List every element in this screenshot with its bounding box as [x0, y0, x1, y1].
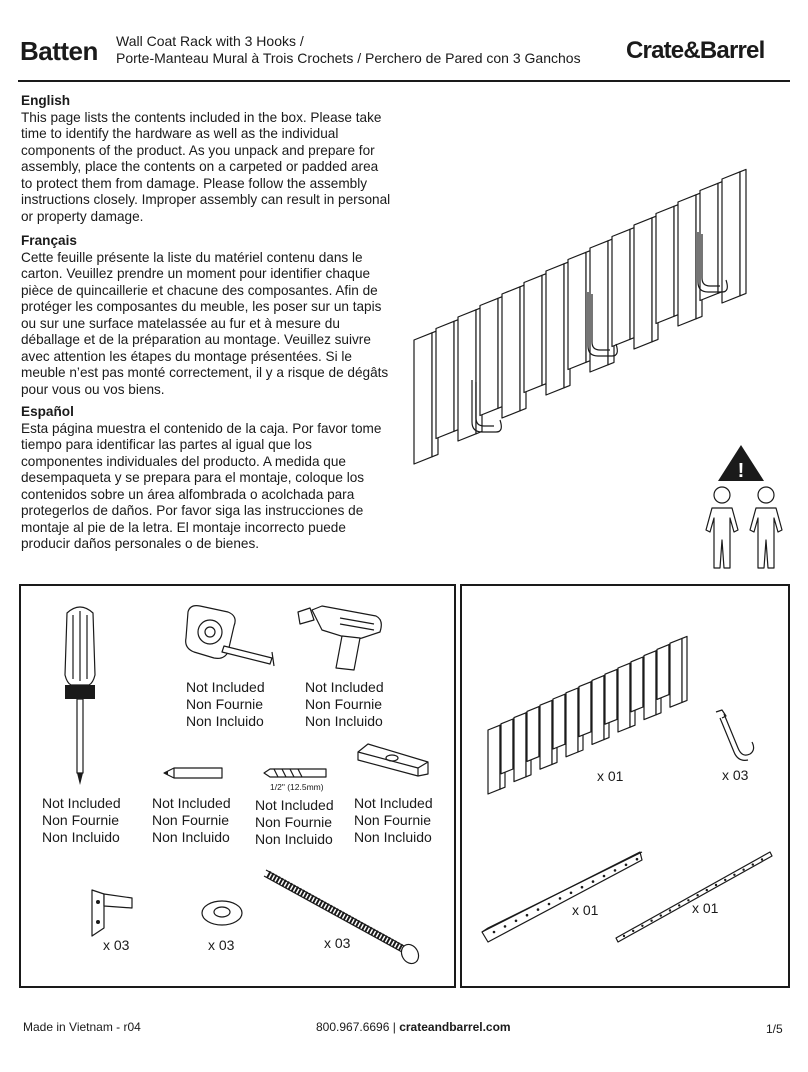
rack-slat	[502, 287, 520, 418]
rack-slat	[612, 229, 630, 346]
intro-french	[21, 233, 391, 398]
french-body: Cette feuille présente la liste du matériel contenu dans le carton. Veuillez prendre un moment pour identifier chaque pièce de quincaillerie et chacune des composantes. Afin de protéger les composantes du meuble, les poser sur un tapis ou sur une surface matelassée au fur et à mesure du déballage et de la préparation au montage. Veuillez suivre avec attention les étapes du montage présentées. Si le meuble n’est pas monté correctement, il y a risque de dégâts pour vous ou vos biens.	[21, 249, 389, 397]
mounting-hole	[715, 884, 717, 886]
pencil-not-included	[152, 795, 231, 846]
strip-quantity: x 01	[692, 900, 719, 916]
rack-slat	[579, 682, 591, 737]
label-fr: Non Fournie	[42, 812, 120, 828]
label-fr: Non Fournie	[186, 696, 264, 712]
mounting-hole	[660, 914, 662, 916]
screwdriver-icon	[55, 605, 105, 790]
mounting-hole	[742, 869, 744, 871]
rack-slat	[590, 241, 608, 372]
rack-slat-side	[740, 169, 746, 295]
level-not-included	[354, 795, 433, 846]
spanish-body: Esta página muestra el contenido de la caja. Por favor tome tiempo para identificar las partes al igual que los componentes individuales del producto. A medida que desempaqueta y se prepara para el montaje, coloque los contenidos sobre un área alfombrada o acolchada para protegerlos de daños. Por favor siga las instrucciones de montaje al pie de la letra. El montaje incorrecto puede producir daños personales o de bienes.	[21, 420, 382, 551]
mounting-hole	[515, 920, 518, 923]
assembled-rack-illustration	[410, 150, 770, 470]
rack-slat	[458, 310, 476, 441]
screw-quantity: x 03	[324, 935, 351, 951]
mounting-hole	[650, 920, 652, 922]
coat-hook-icon	[712, 708, 756, 764]
label-fr: Non Fournie	[305, 696, 383, 712]
mounting-hole	[603, 875, 606, 878]
rack-slat	[488, 725, 500, 794]
mounting-hole	[706, 889, 708, 891]
label-es: Non Incluido	[305, 713, 383, 729]
rack-slat	[527, 707, 539, 762]
drill-bit-not-included	[255, 797, 334, 848]
mounting-hole	[696, 894, 698, 896]
page-number: 1/5	[766, 1022, 783, 1036]
label-es: Non Incluido	[354, 829, 432, 845]
made-in: Made in Vietnam - r04	[23, 1020, 141, 1034]
hook-quantity: x 03	[722, 767, 749, 783]
mounting-hole	[592, 880, 595, 883]
label-en: Not Included	[186, 679, 265, 695]
label-fr: Non Fournie	[255, 814, 333, 830]
mounting-hole	[724, 879, 726, 881]
mounting-hole	[641, 925, 643, 927]
mounting-hole	[669, 909, 671, 911]
rack-slat	[678, 195, 696, 326]
mounting-hole	[623, 935, 625, 937]
label-en: Not Included	[42, 795, 121, 811]
english-heading: English	[21, 93, 71, 108]
header-divider	[18, 80, 790, 82]
drill-bit-icon	[262, 768, 328, 778]
rack-slat	[634, 218, 652, 349]
label-en: Not Included	[255, 797, 334, 813]
label-es: Non Incluido	[152, 829, 230, 845]
screwdriver-not-included	[42, 795, 121, 846]
bracket-quantity: x 03	[103, 937, 130, 953]
rack-slat	[656, 206, 674, 323]
subtitle-line-1: Wall Coat Rack with 3 Hooks /	[116, 33, 304, 49]
rack-slat	[631, 657, 643, 712]
rack-slat	[546, 264, 564, 395]
rack-slat	[436, 321, 454, 438]
mounting-hole	[733, 874, 735, 876]
label-en: Not Included	[152, 795, 231, 811]
mounting-hole	[752, 863, 754, 865]
lag-screw-icon	[262, 868, 422, 968]
rack-slat	[592, 676, 604, 745]
rack-slat	[524, 275, 542, 392]
spirit-level-icon	[356, 742, 432, 778]
mounting-strip-icon	[614, 850, 774, 946]
label-es: Non Incluido	[186, 713, 264, 729]
pencil-icon	[162, 766, 224, 780]
rack-slat	[414, 333, 432, 464]
rack-slat	[566, 688, 578, 757]
tape-not-included	[186, 679, 265, 730]
mounting-hole	[559, 897, 562, 900]
rack-slat	[605, 669, 617, 724]
product-name: Batten	[20, 36, 98, 66]
two-person-assembly-icon	[700, 484, 790, 574]
mounting-hole	[687, 899, 689, 901]
rack-panel-illustration	[486, 612, 706, 782]
rack-slat	[568, 252, 586, 369]
mounting-hole	[493, 931, 496, 934]
label-es: Non Incluido	[255, 831, 333, 847]
washer-icon	[200, 898, 244, 928]
rack-slat	[540, 700, 552, 769]
drill-bit-size: 1/2" (12.5mm)	[270, 782, 324, 792]
warning-symbol: !	[737, 460, 745, 482]
warning-icon	[716, 443, 766, 483]
rack-slat	[644, 651, 656, 720]
contact-separator: |	[389, 1020, 400, 1034]
label-fr: Non Fournie	[152, 812, 230, 828]
mounting-hole	[632, 930, 634, 932]
rack-slat	[480, 298, 498, 415]
rack-quantity: x 01	[597, 768, 624, 784]
mounting-hole	[570, 892, 573, 895]
rack-slat-side	[682, 636, 687, 702]
drill-not-included	[305, 679, 384, 730]
mounting-hole	[761, 858, 763, 860]
spanish-heading: Español	[21, 404, 74, 419]
rail-quantity: x 01	[572, 902, 599, 918]
website-link[interactable]: crateandbarrel.com	[399, 1020, 511, 1034]
label-fr: Non Fournie	[354, 812, 432, 828]
mounting-hole	[548, 903, 551, 906]
contact-line	[316, 1020, 511, 1034]
power-drill-icon	[292, 600, 387, 678]
english-body: This page lists the contents included in the box. Please take time to identify the hardware as well as the individual components of the product. As you unpack and prepare for assembly, place the contents on a carpeted or padded area to protect them from damage. Please follow the assembly instructions closely. Improper assembly can result in personal or property damage.	[21, 109, 391, 224]
mounting-bracket-icon	[84, 888, 136, 940]
mounting-hole	[678, 904, 680, 906]
label-en: Not Included	[354, 795, 433, 811]
rack-slat	[501, 719, 513, 774]
mounting-hole	[526, 914, 529, 917]
washer-quantity: x 03	[208, 937, 235, 953]
rack-slat	[657, 645, 669, 700]
product-subtitle	[116, 33, 581, 67]
rack-slat	[553, 694, 565, 749]
intro-english	[21, 93, 391, 225]
label-en: Not Included	[305, 679, 384, 695]
label-es: Non Incluido	[42, 829, 120, 845]
subtitle-line-2: Porte-Manteau Mural à Trois Crochets / Perchero de Pared con 3 Ganchos	[116, 50, 581, 66]
brand-logo: Crate&Barrel	[626, 37, 765, 64]
rack-slat	[514, 713, 526, 782]
rack-slat	[722, 172, 740, 303]
phone-number: 800.967.6696	[316, 1020, 390, 1034]
rack-slat	[618, 663, 630, 732]
mounting-hole	[537, 908, 540, 911]
intro-spanish	[21, 404, 391, 553]
mounting-hole	[581, 886, 584, 889]
tape-measure-icon	[180, 602, 280, 670]
rack-slat	[670, 638, 682, 707]
mounting-hole	[504, 925, 507, 928]
french-heading: Français	[21, 233, 77, 248]
